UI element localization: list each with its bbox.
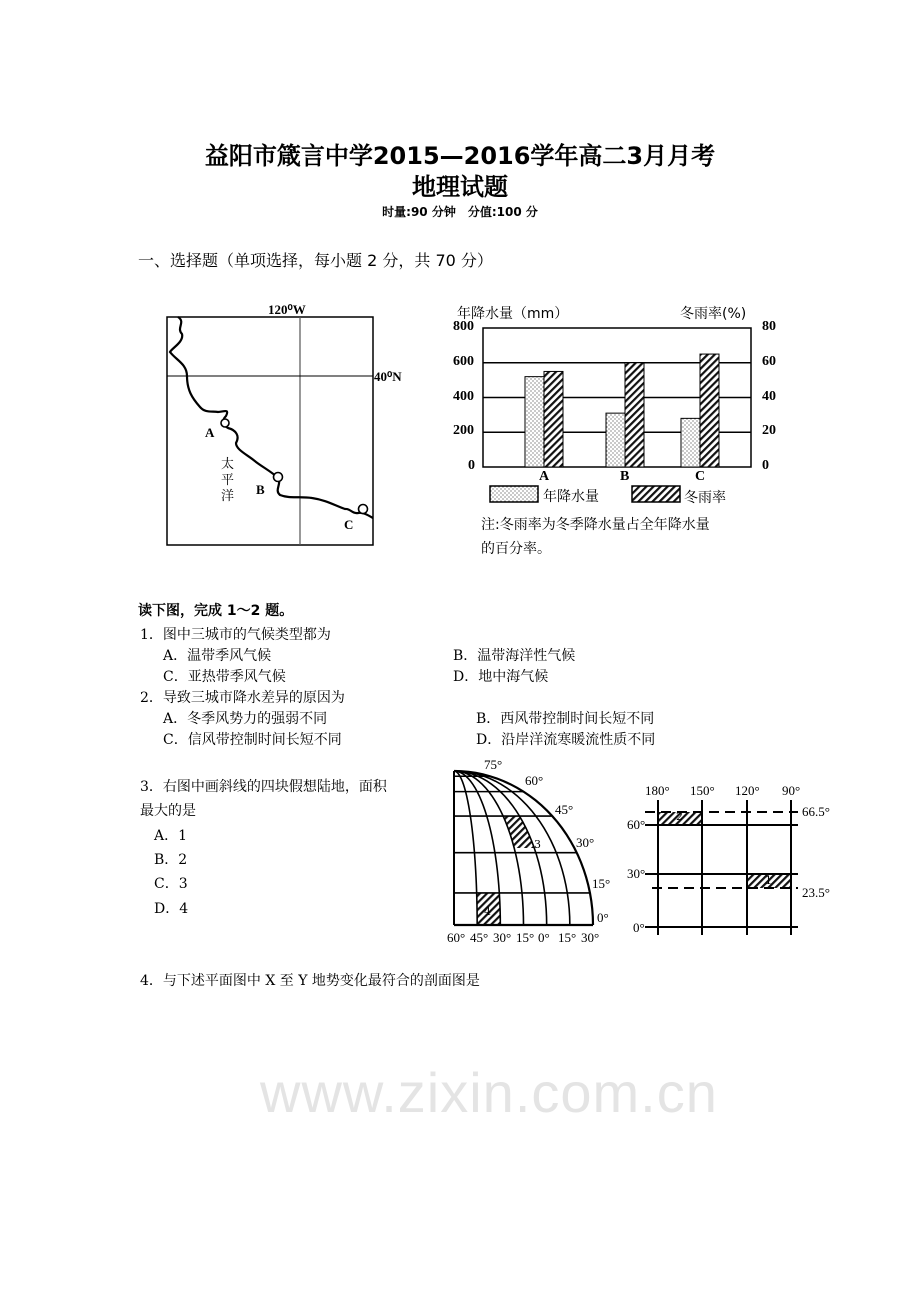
globe-figure (454, 771, 593, 925)
map-lon-label: 120⁰W (268, 302, 306, 317)
ocean-char: 太 (221, 457, 235, 472)
map-lat-label: 40⁰N (374, 369, 402, 384)
grid-lon-120: 120° (735, 783, 760, 798)
globe-lon-label: 0° (538, 930, 550, 945)
legend-swatch-precip (490, 486, 538, 502)
q2-option-d: D．沿岸洋流寒暖流性质不同 (476, 732, 656, 748)
grid-lon-150: 150° (690, 783, 715, 798)
exam-meta: 时量:90 分钟 分值:100 分 (382, 205, 538, 219)
city-b-label: B (256, 482, 265, 497)
right-tick: 40 (762, 388, 776, 404)
meridian (454, 771, 477, 925)
q2-option-b: B．西风带控制时间长短不同 (476, 711, 655, 727)
area-1-label: 1 (765, 874, 772, 887)
globe-lon-label: 60° (447, 930, 466, 945)
grid-figure (645, 800, 798, 935)
globe-lat-45: 45° (555, 802, 574, 817)
q1-option-a: A．温带季风气候 (163, 648, 272, 664)
right-tick: 60 (762, 353, 776, 369)
globe-lat-30: 30° (576, 835, 595, 850)
globe-lat-0: 0° (597, 910, 609, 925)
legend-swatch-winter-rate (632, 486, 680, 502)
legend-label-winter-rate: 冬雨率 (684, 490, 726, 506)
precip-chart (483, 328, 751, 502)
grid-lat-66-5: 66.5° (802, 804, 830, 819)
city-a-marker (221, 419, 229, 427)
q4-stem: 4．与下述平面图中 X 至 Y 地势变化最符合的剖面图是 (140, 973, 480, 989)
coastline (170, 317, 373, 518)
q2-stem: 2．导致三城市降水差异的原因为 (140, 690, 345, 706)
grid-lat-0: 0° (633, 920, 645, 935)
title-line1: 益阳市箴言中学2015—2016学年高二3月月考 (204, 142, 716, 170)
left-tick: 200 (453, 423, 474, 439)
q2-option-c: C．信风带控制时间长短不同 (163, 732, 342, 748)
bar-precip-C (681, 418, 700, 467)
q3-stem-line1: 3．右图中画斜线的四块假想陆地，面积 (140, 779, 387, 795)
globe-lat-15: 15° (592, 876, 611, 891)
category-label: A (539, 469, 550, 484)
left-tick: 400 (453, 388, 474, 404)
category-label: B (620, 469, 630, 484)
bar-precip-B (606, 413, 625, 467)
right-tick: 0 (762, 458, 769, 473)
city-c-marker (359, 505, 368, 514)
map-frame (167, 317, 373, 545)
q3-option-a: A．1 (154, 828, 188, 844)
globe-lon-label: 30° (581, 930, 600, 945)
coast-map (167, 317, 373, 545)
city-c-label: C (344, 517, 354, 532)
area-3-label: 3 (534, 838, 541, 851)
ocean-label (221, 457, 234, 505)
legend-label-precip: 年降水量 (543, 489, 599, 505)
q1-option-d: D．地中海气候 (453, 669, 549, 685)
right-axis-label: 冬雨率(%) (680, 306, 747, 322)
watermark: www.zixin.com.cn (260, 1061, 718, 1124)
ocean-char: 洋 (221, 489, 235, 504)
left-axis-label: 年降水量（mm） (457, 306, 569, 322)
globe-lon-label: 30° (493, 930, 512, 945)
q1-option-b: B．温带海洋性气候 (453, 648, 576, 664)
area-2-label: 2 (676, 810, 683, 823)
q2-option-a: A．冬季风势力的强弱不同 (163, 711, 328, 727)
q1-stem: 1．图中三城市的气候类型都为 (140, 627, 331, 643)
q3-stem-line2: 最大的是 (140, 803, 196, 819)
q1-option-c: C．亚热带季风气候 (163, 669, 286, 685)
right-tick: 80 (762, 319, 776, 334)
grid-lon-90: 90° (782, 783, 801, 798)
globe-lat-60: 60° (525, 773, 544, 788)
grid-lat-60: 60° (627, 817, 646, 832)
bar-winter-rate-A (544, 371, 563, 467)
chart-note-line2: 的百分率。 (481, 541, 551, 557)
right-tick: 20 (762, 423, 776, 439)
q3-option-c: C．3 (154, 876, 188, 892)
bar-precip-A (525, 377, 544, 467)
grid-lon-180: 180° (645, 783, 670, 798)
globe-lon-label: 15° (516, 930, 535, 945)
bar-winter-rate-C (700, 354, 719, 467)
grid-lat-30: 30° (627, 866, 646, 881)
globe-lat-75: 75° (484, 757, 503, 772)
left-tick: 600 (453, 353, 474, 369)
left-tick: 0 (468, 458, 475, 473)
ocean-char: 平 (221, 473, 235, 488)
meridian (454, 771, 570, 925)
category-label: C (695, 469, 706, 484)
section-heading: 一、选择题（单项选择，每小题 2 分，共 70 分） (138, 251, 493, 270)
grid-lat-23-5: 23.5° (802, 885, 830, 900)
bar-winter-rate-B (625, 363, 644, 467)
area-3 (503, 816, 534, 848)
area-4-label: 4 (484, 905, 491, 918)
city-b-marker (274, 473, 283, 482)
left-tick: 800 (453, 319, 474, 334)
city-a-label: A (205, 425, 215, 440)
chart-note-line1: 注:冬雨率为冬季降水量占全年降水量 (481, 517, 710, 533)
globe-lon-label: 15° (558, 930, 577, 945)
globe-lon-label: 45° (470, 930, 489, 945)
q3-option-b: B．2 (154, 852, 188, 868)
instruction: 读下图，完成 1～2 题。 (138, 603, 294, 619)
q3-option-d: D．4 (154, 901, 189, 917)
title-line2: 地理试题 (412, 173, 508, 201)
